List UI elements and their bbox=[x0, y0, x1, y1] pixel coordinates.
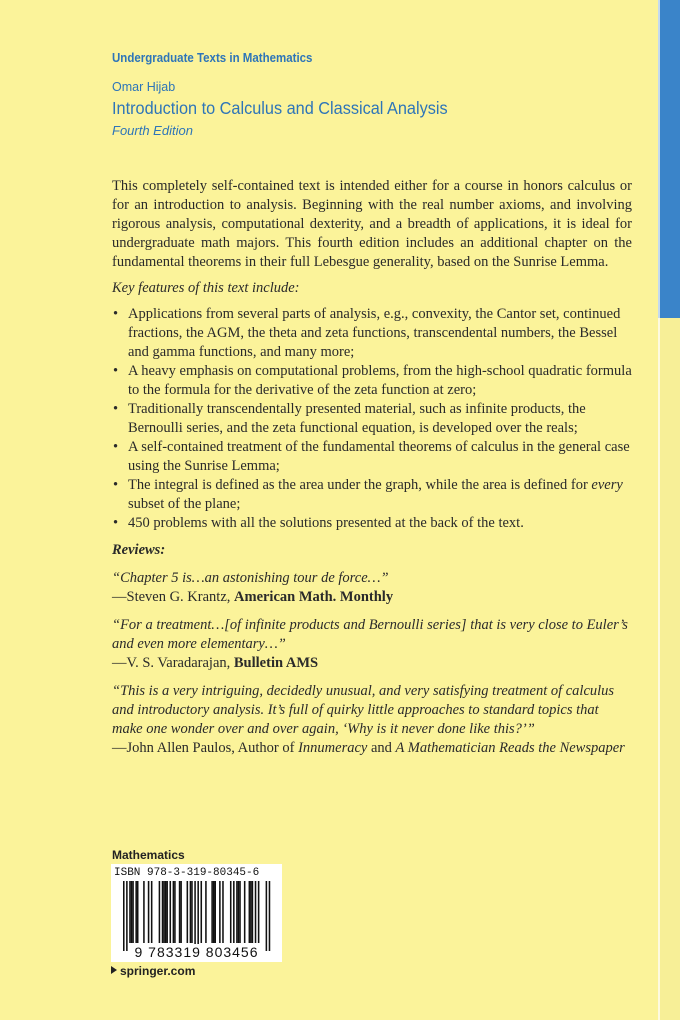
feature-text: Applications from several parts of analysis, e.g., convexity, the Cantor set, continued fractions, the AGM, the theta and zeta functions, transcendental numbers, the Bessel and gamma functions, and many more; bbox=[128, 306, 621, 360]
barcode-bar bbox=[236, 881, 238, 943]
barcode-bar bbox=[214, 881, 216, 943]
isbn-number: ISBN 978-3-319-80345-6 bbox=[114, 867, 260, 879]
book-reference: Innumeracy bbox=[298, 740, 368, 756]
feature-text: A heavy emphasis on computational problems, from the high-school quadratic formula to the formula for the derivative of the zeta function at zero; bbox=[128, 363, 632, 398]
bullet-icon: • bbox=[113, 306, 119, 322]
publisher-url: springer.com bbox=[120, 964, 196, 978]
spine-divider bbox=[658, 0, 660, 1020]
barcode-bar bbox=[165, 881, 167, 943]
barcode-bar bbox=[187, 881, 189, 943]
edition-label: Fourth Edition bbox=[112, 123, 193, 138]
barcode-bar bbox=[239, 881, 241, 943]
features-list bbox=[112, 305, 632, 533]
barcode-bar bbox=[143, 881, 145, 943]
barcode-digits-text: 9 783319 803456 bbox=[134, 944, 259, 960]
review-quote: “This is a very intriguing, decidedly unusual, and very satisfying treatment of calculus and introductory analysis. It’s full of quirky little approaches to standard topics that make one wonder over and over again, ‘Why is it never done like this?’” bbox=[112, 683, 615, 737]
review-attribution bbox=[112, 588, 632, 607]
review-item bbox=[112, 616, 632, 673]
reviewer-name: —Steven G. Krantz, bbox=[112, 589, 235, 605]
isbn-barcode bbox=[111, 864, 282, 962]
feature-emphasis: every bbox=[591, 477, 623, 493]
barcode-bar bbox=[148, 881, 150, 943]
barcode-bar bbox=[135, 881, 137, 943]
barcode-bar bbox=[170, 881, 172, 943]
spine-blue-band bbox=[658, 0, 680, 318]
review-item bbox=[112, 569, 632, 607]
bullet-icon: • bbox=[113, 363, 119, 379]
subject-category: Mathematics bbox=[112, 848, 185, 862]
barcode-bar bbox=[258, 881, 260, 943]
barcode-bar bbox=[162, 881, 164, 943]
barcode-bar bbox=[132, 881, 134, 943]
review-quote: “For a treatment…[of infinite products and Bernoulli series] that is very close to Euler’s and even more elementary…” bbox=[112, 617, 628, 652]
features-heading: Key features of this text include: bbox=[112, 280, 300, 296]
feature-text-part: The integral is defined as the area under the graph, while the area is defined for bbox=[128, 477, 592, 493]
barcode-bar bbox=[180, 881, 182, 943]
reviews-heading: Reviews: bbox=[112, 542, 166, 558]
feature-item bbox=[112, 476, 632, 514]
barcode-bar bbox=[197, 881, 199, 951]
barcode-bar bbox=[191, 881, 193, 943]
barcode-bar bbox=[137, 881, 139, 943]
review-source: American Math. Monthly bbox=[234, 589, 394, 605]
barcode-bar bbox=[213, 881, 215, 943]
bullet-icon: • bbox=[113, 401, 119, 417]
review-attribution bbox=[112, 739, 632, 758]
book-reference: A Mathematician Reads the Newspaper bbox=[395, 740, 625, 756]
barcode-bar bbox=[266, 881, 268, 951]
barcode-bar bbox=[131, 881, 133, 943]
spine-strip bbox=[658, 0, 680, 1020]
barcode-bar bbox=[252, 881, 254, 943]
barcode-bar bbox=[238, 881, 240, 943]
review-item bbox=[112, 682, 632, 758]
review-attribution bbox=[112, 654, 632, 673]
barcode-bar bbox=[250, 881, 252, 943]
barcode-bar bbox=[126, 881, 128, 951]
series-title: Undergraduate Texts in Mathematics bbox=[112, 51, 313, 65]
review-quote: “Chapter 5 is…an astonishing tour de force…” bbox=[112, 570, 389, 586]
barcode-bar bbox=[166, 881, 168, 943]
barcode-digits bbox=[111, 944, 282, 960]
barcode-bar bbox=[159, 881, 161, 943]
feature-item bbox=[112, 514, 632, 533]
barcode-bar bbox=[222, 881, 224, 943]
barcode-bar bbox=[173, 881, 175, 943]
feature-text: 450 problems with all the solutions presented at the back of the text. bbox=[128, 515, 524, 531]
barcode-bar bbox=[174, 881, 176, 943]
review-source: Bulletin AMS bbox=[233, 655, 319, 671]
barcode-bar bbox=[201, 881, 203, 943]
barcode-bar bbox=[194, 881, 196, 951]
barcode-bar bbox=[123, 881, 125, 951]
author-name: Omar Hijab bbox=[112, 80, 176, 94]
reviewer-name: —John Allen Paulos, Author of bbox=[112, 740, 299, 756]
arrow-right-icon bbox=[111, 966, 117, 974]
bullet-icon: • bbox=[113, 439, 119, 455]
feature-item bbox=[112, 400, 632, 438]
barcode-bar bbox=[163, 881, 165, 943]
back-cover-text bbox=[112, 177, 632, 758]
barcode-bar bbox=[151, 881, 153, 943]
barcode-bar bbox=[255, 881, 257, 943]
barcode-bar bbox=[205, 881, 207, 943]
feature-text: Traditionally transcendentally presented material, such as infinite products, the Bernoulli series, and the zeta functional equation, is developed over the reals; bbox=[128, 401, 586, 436]
barcode-bar bbox=[219, 881, 221, 943]
barcode-bar bbox=[211, 881, 213, 943]
barcode-bars bbox=[111, 881, 282, 951]
bullet-icon: • bbox=[113, 477, 119, 493]
barcode-bar bbox=[179, 881, 181, 943]
reviewer-connector: and bbox=[367, 740, 396, 756]
barcode-bar bbox=[244, 881, 246, 943]
book-title: Introduction to Calculus and Classical Analysis bbox=[112, 98, 448, 118]
bullet-icon: • bbox=[113, 515, 119, 531]
feature-item bbox=[112, 438, 632, 476]
barcode-bar bbox=[129, 881, 131, 943]
feature-text bbox=[128, 477, 623, 512]
feature-text-part: subset of the plane; bbox=[128, 496, 241, 512]
feature-item bbox=[112, 362, 632, 400]
feature-item bbox=[112, 305, 632, 362]
barcode-bar bbox=[190, 881, 192, 943]
reviewer-name: —V. S. Varadarajan, bbox=[112, 655, 234, 671]
publisher-link[interactable] bbox=[111, 964, 195, 978]
barcode-bar bbox=[230, 881, 232, 943]
barcode-bar bbox=[249, 881, 251, 943]
barcode-bar bbox=[269, 881, 271, 951]
barcode-bar bbox=[233, 881, 235, 943]
feature-text: A self-contained treatment of the fundamental theorems of calculus in the general case using the Sunrise Lemma; bbox=[128, 439, 630, 474]
intro-paragraph: This completely self-contained text is intended either for a course in honors calculus or for an introduction to analysis. Beginning with the real number axioms, and involving rigorous analysis, computational dexterity, and a breadth of applications, it is ideal for undergraduate math majors. This fourth edition includes an additional chapter on the fundamental theorems in their full Lebesgue generality, based on the Sunrise Lemma. bbox=[112, 178, 632, 270]
